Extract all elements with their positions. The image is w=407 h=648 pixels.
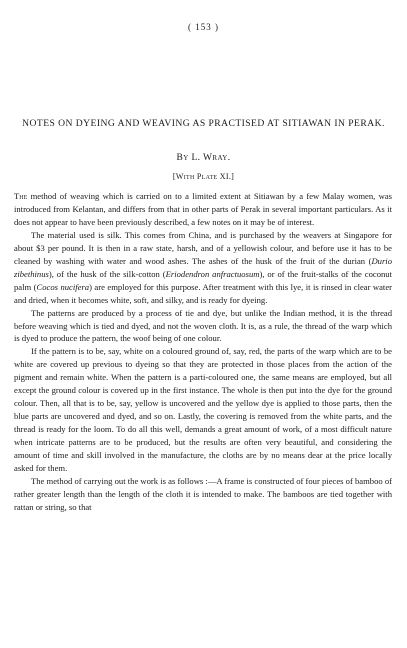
text-run: The material used is silk. This comes from China, and is purchased by the weavers at Singapore for about $3 per pound. It is then in a raw state, harsh, and of a yellowish colour, and before use it has to be cleaned by washing with water and wood ashes. The ashes of the husk of the fruit of the durian ( — [14, 229, 392, 266]
article-title: NOTES ON DYEING AND WEAVING AS PRACTISED AT SITIAWAN IN PERAK. — [22, 118, 385, 129]
page-number: ( 153 ) — [188, 22, 219, 32]
text-run: The patterns are produced by a process of tie and dye, but unlike the Indian method, it is the thread before weaving which is tied and dyed, and not the woven cloth. It is, as a rule, the thread of the warp which is dyed to produce the pattern, the woof being of one colour. — [14, 307, 392, 344]
paragraph — [14, 229, 392, 307]
paragraph-lead-word: The — [14, 191, 28, 201]
text-run: ), of the husk of the silk-cotton ( — [48, 268, 166, 279]
italic-term: Cocos nucifera — [36, 281, 90, 292]
italic-term: Durio zibethinus — [14, 255, 392, 279]
text-run: ), or of the fruit-stalks of the coconut palm ( — [14, 268, 392, 292]
author-byline: By L. Wray. — [176, 153, 231, 163]
text-run: If the pattern is to be, say, white on a coloured ground of, say, red, the parts of the warp which are to be white are covered up previous to dyeing so that they are protected in those places from the action of the pigment and remain white. When the pattern is a parti-coloured one, the same means are employed, but all except the ground colour is covered up in the first instance. The whole is then put into the dye for the ground colour. Then, all that is to be, say, yellow is uncovered and the yellow dye is applied to those parts, then the blue parts are uncovered and dyed, and so on. Lastly, the covering is removed from the white parts, and the thread is ready for the loom. To do all this well, demands a great amount of work, of a most difficult nature when intricate patterns are to be produced, but the results are often very beautiful, and considering the amount of time and skill involved in the manufacture, the cloths are by no means dear at the price locally asked for them. — [14, 346, 392, 474]
paragraph — [14, 307, 392, 346]
text-run: ) are employed for this purpose. After treatment with this lye, it is rinsed in clear water and dried, when it becomes white, soft, and silky, and is ready for dyeing. — [14, 281, 392, 305]
article-body — [14, 190, 392, 514]
plate-reference: [With Plate XI.] — [172, 172, 235, 181]
paragraph — [14, 475, 392, 514]
text-run: method of weaving which is carried on to a limited extent at Sitiawan by a few Malay women, was introduced from Kelantan, and differs from that in other parts of Perak in several important particulars. As it does not appear to have been previously described, a few notes on it may be of interest. — [14, 191, 392, 227]
text-run: The method of carrying out the work is as follows :—A frame is constructed of four pieces of bamboo of rather greater length than the length of the cloth it is intended to make. The bamboos are tied together with rattan or string, so that — [14, 475, 392, 512]
italic-term: Eriodendron anfractuosum — [165, 268, 260, 279]
paragraph — [14, 345, 392, 475]
paragraph — [14, 190, 392, 229]
